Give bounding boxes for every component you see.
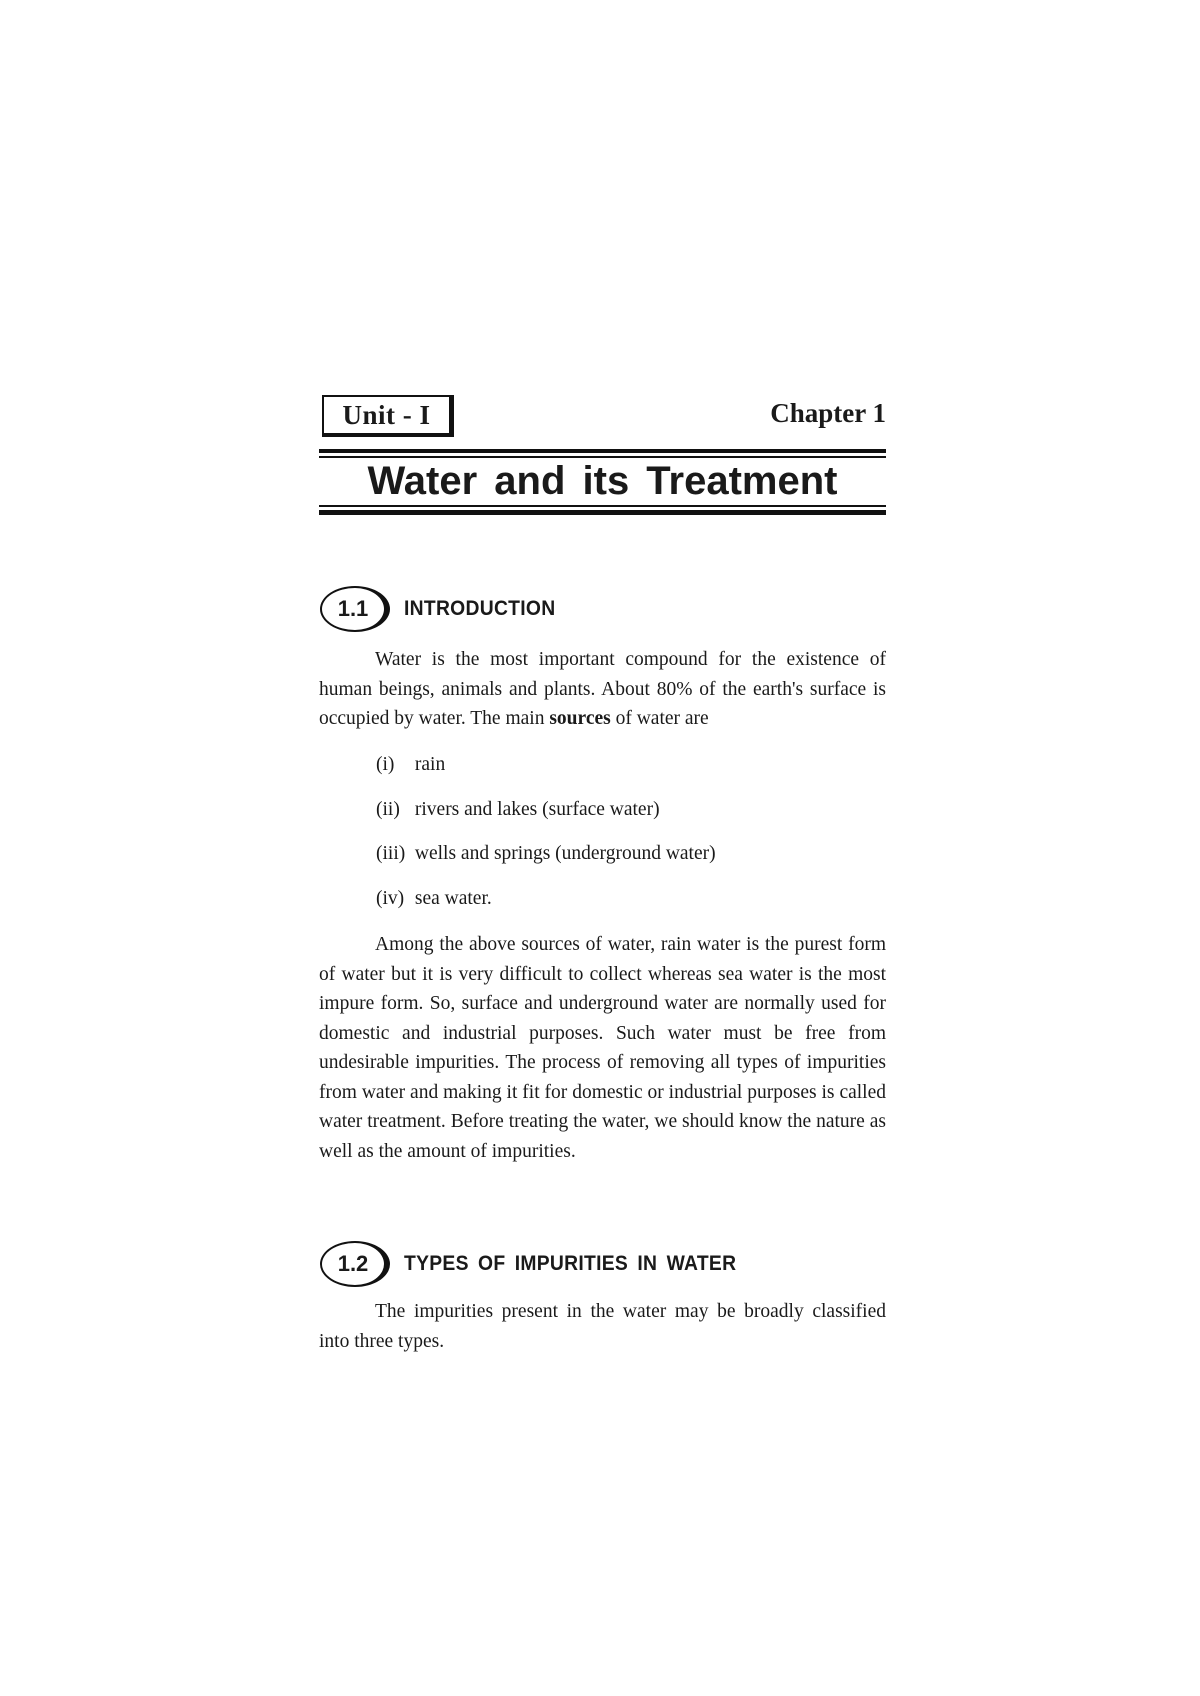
- list-number: (i): [376, 754, 395, 775]
- list-item: [376, 888, 492, 910]
- sources-paragraph: Among the above sources of water, rain water is the purest form of water but it is very difficult to collect whereas sea water is the most impure form. So, surface and underground water are normally used for domestic and industrial purposes. Such water must be free from undesirable impurities. The process of removing all types of impurities from water and making it fit for domestic or industrial purposes is called water treatment. Before treating the water, we should know the nature as well as the amount of impurities.: [319, 934, 886, 1162]
- section-number-badge: 1.2: [320, 1241, 390, 1287]
- unit-label: Unit - I: [322, 395, 454, 437]
- list-number: (iii): [376, 843, 406, 864]
- impurities-paragraph: The impurities present in the water may be broadly classified into three types.: [319, 1301, 886, 1352]
- title-rule-top-thick: [319, 449, 886, 453]
- intro-paragraph: [319, 645, 886, 734]
- list-text: rivers and lakes (surface water): [414, 799, 660, 820]
- section-title: TYPES OF IMPURITIES IN WATER: [404, 1252, 737, 1275]
- list-number: (iv): [376, 888, 405, 909]
- intro-text-part2: of water are: [615, 708, 709, 729]
- list-number: (ii): [376, 799, 400, 820]
- title-rule-bottom-thick: [319, 510, 886, 515]
- list-item: [376, 754, 445, 776]
- list-item: [376, 843, 716, 865]
- intro-bold-sources: sources: [549, 708, 611, 729]
- title-rule-bottom-thin: [319, 505, 886, 507]
- section-heading-1-1: [320, 585, 569, 633]
- section-heading-1-2: [320, 1240, 765, 1288]
- section-number-badge: 1.1: [320, 586, 390, 632]
- section-title: INTRODUCTION: [404, 597, 556, 620]
- list-text: sea water.: [414, 888, 492, 909]
- list-text: rain: [414, 754, 446, 775]
- list-item: [376, 799, 660, 821]
- intro-text-part1: Water is the most important compound for the existence of human beings, animals and plants. About 80% of the earth's surface is occupied by water. The main: [319, 649, 886, 729]
- chapter-label: Chapter 1: [770, 398, 886, 428]
- chapter-title: Water and its Treatment: [367, 459, 838, 503]
- list-text: wells and springs (underground water): [414, 843, 716, 864]
